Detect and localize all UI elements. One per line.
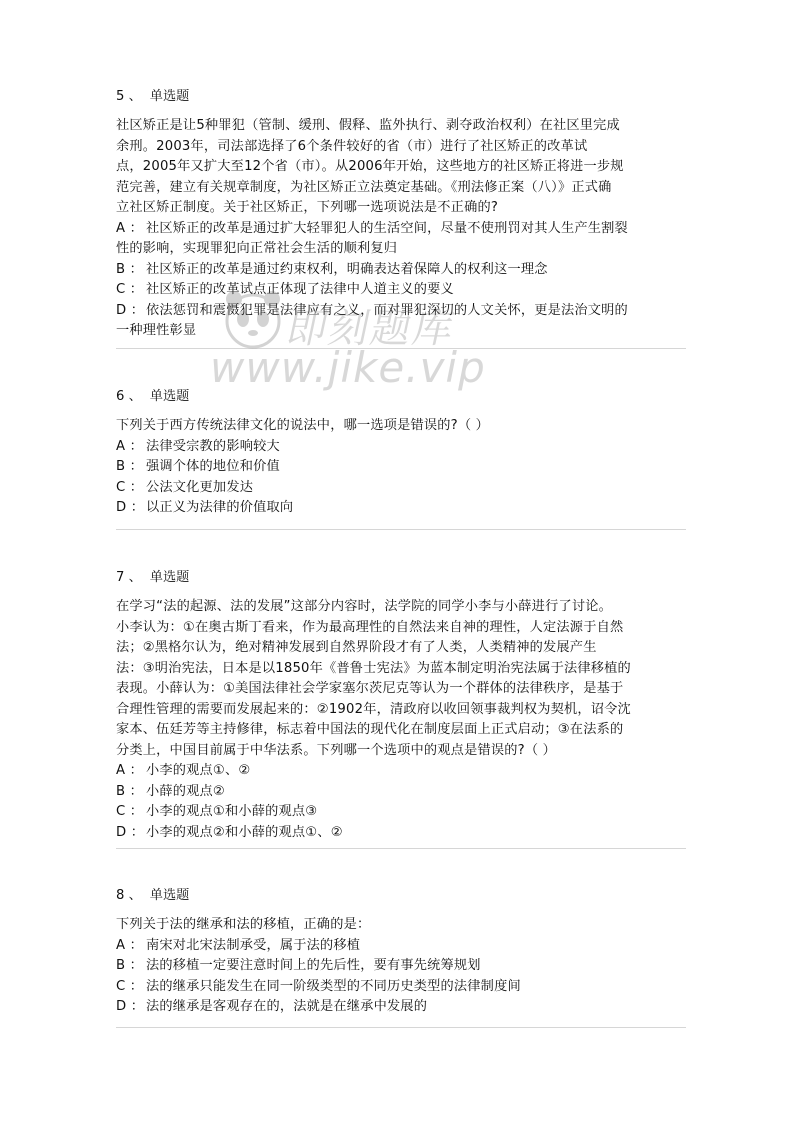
question-6 [116, 387, 686, 519]
divider [116, 848, 686, 849]
question-stem-line: 立社区矫正制度。关于社区矫正，下列哪一选项说法是不正确的? [116, 200, 499, 215]
question-type: 单选题 [149, 89, 190, 104]
option-key: C ： [116, 282, 144, 297]
answer-option-line [116, 936, 686, 957]
question-stem-line: 社区矫正是让5种罪犯（管制、缓刑、假释、监外执行、剥夺政治权利）在社区里完成 [116, 118, 620, 133]
question-stem-line: 下列关于西方传统法律文化的说法中，哪一选项是错误的?（ ） [116, 418, 490, 433]
option-text: 法的移植一定要注意时间上的先后性，要有事先统筹规划 [146, 958, 481, 973]
answer-option[interactable] [116, 301, 686, 342]
option-text: 小李的观点②和小薛的观点①、② [146, 824, 343, 840]
option-text: 依法惩罚和震慑犯罪是法律应有之义，而对罪犯深切的人文关怀，更是法治文明的 [146, 302, 628, 318]
option-key: D ： [116, 500, 145, 515]
answer-option-line [116, 761, 686, 782]
option-key: B ： [116, 459, 144, 474]
answer-option[interactable] [116, 761, 686, 782]
answer-option[interactable] [116, 260, 686, 281]
option-key: B ： [116, 783, 144, 799]
option-key: D ： [116, 999, 145, 1014]
option-text: 小李的观点①和小薛的观点③ [146, 804, 318, 819]
option-key: A ： [116, 763, 144, 778]
question-stem-line: 点，2005年又扩大至12个省（市）。从2006年开始，这些地方的社区矫正将进一步规 [116, 159, 624, 174]
answer-option[interactable] [116, 478, 686, 499]
option-text: 一种理性彰显 [116, 323, 197, 338]
answer-option[interactable] [116, 782, 686, 803]
option-key: C ： [116, 479, 144, 495]
option-text: 社区矫正的改革试点正体现了法律中人道主义的要义 [146, 282, 454, 297]
answer-option[interactable] [116, 997, 686, 1018]
option-text: 小李的观点①、② [146, 763, 251, 778]
divider [116, 1027, 686, 1028]
answer-option-line [116, 280, 686, 301]
answer-option-line [116, 260, 686, 281]
question-stem-line: 在学习“法的起源、法的发展”这部分内容时，法学院的同学小李与小薛进行了讨论。 [116, 599, 613, 614]
answer-option[interactable] [116, 437, 686, 458]
answer-option-line [116, 437, 686, 458]
question-stem-line: 家本、伍廷芳等主持修律，标志着中国法的现代化在制度层面上正式启动；③在法系的 [116, 722, 624, 737]
question-stem-line: 表现。小薛认为：①美国法律社会学家塞尔茨尼克等认为一个群体的法律秩序，是基于 [116, 681, 624, 696]
question-type: 单选题 [149, 570, 190, 585]
question-stem-line: 余刑。2003年，司法部选择了6个条件较好的省（市）进行了社区矫正的改革试 [116, 138, 588, 154]
answer-option[interactable] [116, 823, 686, 844]
answer-option-line [116, 321, 686, 342]
option-key: A ： [116, 937, 144, 953]
option-key: D ： [116, 824, 145, 840]
watermark-brand: 即刻题库 [282, 306, 461, 352]
question-stem-line: 分类上，中国目前属于中华法系。下列哪一个选项中的观点是错误的?（ ） [116, 742, 556, 758]
option-key: A ： [116, 438, 144, 454]
option-key: D ： [116, 302, 145, 318]
question-type: 单选题 [149, 888, 190, 903]
divider [116, 529, 686, 530]
answer-option-line [116, 782, 686, 803]
answer-option-line [116, 997, 686, 1018]
answer-option-line [116, 239, 686, 260]
option-text: 社区矫正的改革是通过扩大轻罪犯人的生活空间，尽量不使刑罚对其人生产生割裂 [146, 220, 628, 236]
option-text: 法律受宗教的影响较大 [146, 438, 280, 454]
question-7 [116, 568, 686, 843]
watermark-url: www.jike.vip [210, 343, 486, 392]
option-text: 法的继承是客观存在的，法就是在继承中发展的 [146, 999, 428, 1014]
answer-option-line [116, 977, 686, 998]
option-text: 性的影响，实现罪犯向正常社会生活的顺利复归 [116, 241, 398, 256]
question-header [116, 886, 686, 906]
option-key: B ： [116, 261, 144, 277]
question-header [116, 387, 686, 407]
option-text: 小薛的观点② [146, 783, 225, 799]
option-text: 强调个体的地位和价值 [146, 459, 280, 474]
divider [116, 348, 686, 349]
question-stem-line: 小李认为：①在奥古斯丁看来，作为最高理性的自然法来自神的理性，人定法源于自然 [116, 619, 624, 635]
question-stem-line: 合理性管理的需要而发展起来的：②1902年，清政府以收回领事裁判权为契机，诏令沈 [116, 701, 631, 717]
option-key: C ： [116, 804, 144, 819]
answer-option-line [116, 956, 686, 977]
answer-option-line [116, 478, 686, 499]
answer-option[interactable] [116, 956, 686, 977]
answer-option[interactable] [116, 498, 686, 519]
option-text: 社区矫正的改革是通过约束权利，明确表达着保障人的权利这一理念 [146, 261, 548, 277]
question-number: 7 、 [116, 570, 142, 585]
answer-option[interactable] [116, 802, 686, 823]
option-key: B ： [116, 958, 144, 973]
question-8 [116, 886, 686, 1018]
option-key: A ： [116, 220, 144, 236]
answer-option[interactable] [116, 280, 686, 301]
answer-option-line [116, 457, 686, 478]
answer-option-line [116, 802, 686, 823]
answer-option[interactable] [116, 977, 686, 998]
answer-option-line [116, 301, 686, 322]
question-header [116, 87, 686, 107]
option-text: 公法文化更加发达 [146, 479, 254, 495]
option-key: C ： [116, 978, 144, 994]
option-text: 南宋对北宋法制承受，属于法的移植 [146, 937, 361, 953]
answer-option[interactable] [116, 936, 686, 957]
question-5 [116, 87, 686, 342]
question-header [116, 568, 686, 588]
question-number: 6 、 [116, 389, 142, 404]
option-text: 法的继承只能发生在同一阶级类型的不同历史类型的法律制度间 [146, 978, 521, 994]
option-text: 以正义为法律的价值取向 [146, 500, 294, 515]
question-type: 单选题 [149, 389, 190, 404]
answer-option[interactable] [116, 219, 686, 260]
answer-option-line [116, 823, 686, 844]
question-stem-line: 法；②黑格尔认为，绝对精神发展到自然界阶段才有了人类，人类精神的发展产生 [116, 640, 597, 655]
question-stem-line: 范完善，建立有关规章制度，为社区矫正立法奠定基础。《刑法修正案（八）》正式确 [116, 179, 612, 195]
question-number: 5 、 [116, 89, 142, 104]
answer-option[interactable] [116, 457, 686, 478]
question-stem-line: 下列关于法的继承和法的移植，正确的是： [116, 917, 371, 932]
answer-option-line [116, 219, 686, 240]
question-number: 8 、 [116, 888, 142, 903]
question-stem-line: 法：③明治宪法，日本是以1850年《普鲁士宪法》为蓝本制定明治宪法属于法律移植的 [116, 660, 631, 676]
answer-option-line [116, 498, 686, 519]
